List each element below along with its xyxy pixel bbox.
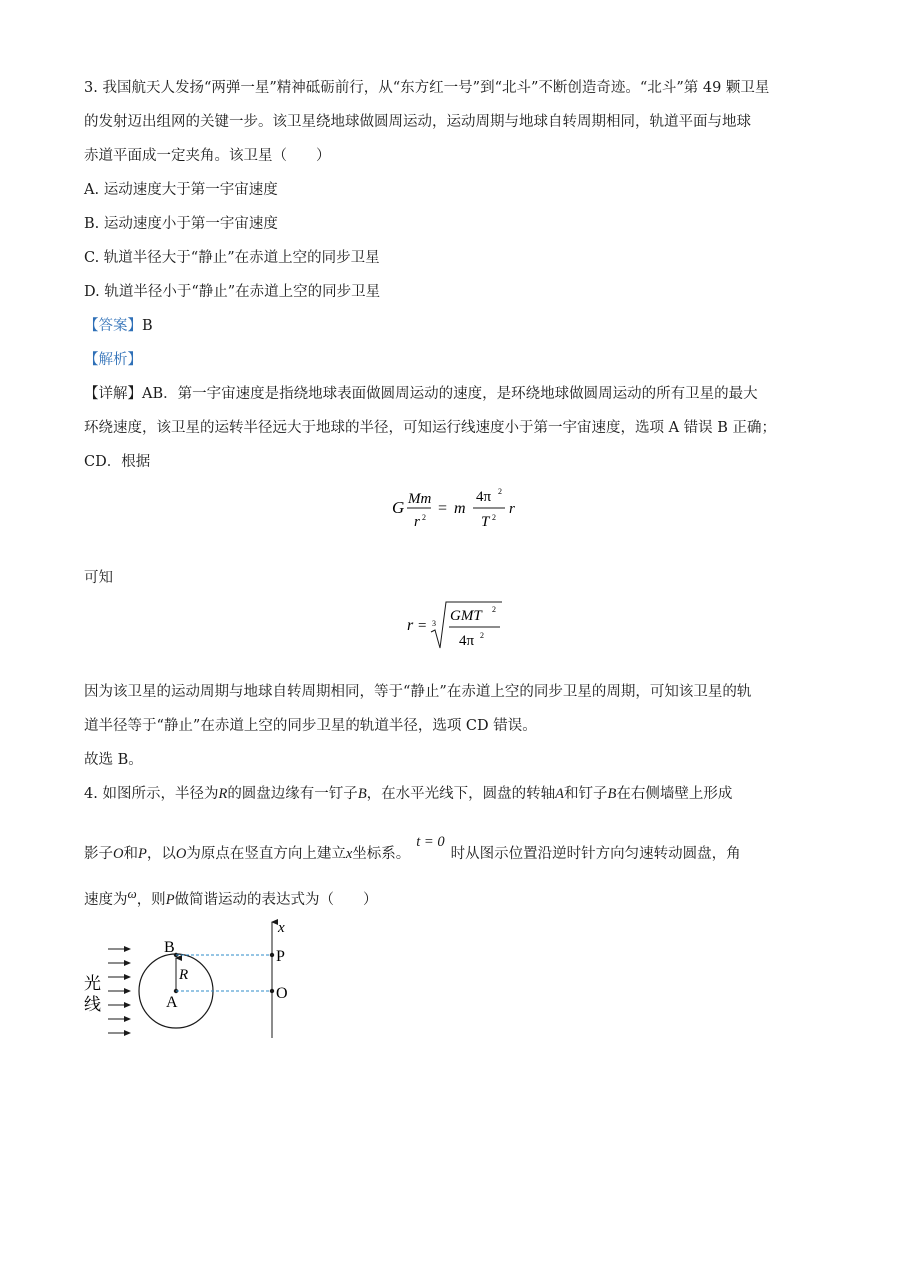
q3-detail-line-3: CD．根据 bbox=[84, 454, 151, 470]
formula2-equals: = bbox=[418, 618, 427, 634]
q3-option-b: B. 运动速度小于第一宇宙速度 bbox=[84, 216, 278, 232]
formula2-4pi: 4π bbox=[459, 633, 475, 649]
formula1-m: m bbox=[454, 500, 466, 517]
q3-stem-line-1: 3. 我国航天人发扬“两弹一星”精神砥砺前行，从“东方红一号”到“北斗”不断创造奇迹。“北斗”第 49 颗卫星 bbox=[84, 80, 770, 96]
q3-option-d: D. 轨道半径小于“静止”在赤道上空的同步卫星 bbox=[84, 284, 381, 300]
formula2-root-index: 3 bbox=[432, 619, 436, 628]
formula1-r-tail: r bbox=[509, 501, 515, 517]
label-b: B bbox=[164, 939, 175, 956]
q3-conclusion-line-2: 道半径等于“静止”在赤道上空的同步卫星的轨道半径，选项 CD 错误。 bbox=[84, 718, 537, 734]
light-label-1: 光 bbox=[84, 974, 101, 993]
formula1-T-exp: 2 bbox=[492, 513, 496, 522]
label-p: P bbox=[276, 948, 285, 965]
formula2-r: r bbox=[407, 617, 414, 634]
formula1-equals: = bbox=[438, 500, 448, 517]
detail-tag: 【详解】 bbox=[84, 386, 142, 402]
t-equals-zero: t = 0 bbox=[416, 834, 445, 850]
q3-analysis-tag: 【解析】 bbox=[84, 352, 142, 368]
gravity-formula bbox=[388, 483, 528, 535]
q3-stem-line-2: 的发射迈出组网的关键一步。该卫星绕地球做圆周运动，运动周期与地球自转周期相同，轨道平面与地球 bbox=[84, 114, 751, 130]
disk-shadow-figure bbox=[80, 918, 300, 1044]
q4-stem-line-2: 影子O和P，以O为原点在竖直方向上建立x坐标系。t = 0时从图示位置沿逆时针方向匀速转动圆盘，角 bbox=[84, 834, 741, 862]
radius-formula bbox=[404, 596, 514, 656]
q3-option-a: A. 运动速度大于第一宇宙速度 bbox=[84, 182, 278, 198]
label-o: O bbox=[276, 985, 288, 1002]
shadow-point-o bbox=[270, 989, 274, 993]
shadow-point-p bbox=[270, 953, 274, 957]
light-label-2: 线 bbox=[84, 995, 101, 1014]
formula2-T-exp: 2 bbox=[492, 605, 496, 614]
q3-conclusion-line-1: 因为该卫星的运动周期与地球自转周期相同，等于“静止”在赤道上空的同步卫星的周期，可知该卫星的轨 bbox=[84, 684, 752, 700]
formula1-r-exp: 2 bbox=[422, 513, 426, 522]
label-x: x bbox=[278, 920, 285, 936]
formula2-pi-exp: 2 bbox=[480, 631, 484, 640]
q3-detail-line-2: 环绕速度，该卫星的运转半径远大于地球的半径，可知运行线速度小于第一宇宙速度，选项 A 错误 B 正确； bbox=[84, 420, 777, 436]
answer-value: B bbox=[142, 318, 153, 334]
q3-detail-line-1: 【详解】AB．第一宇宙速度是指绕地球表面做圆周运动的速度，是环绕地球做圆周运动的所有卫星的最大 bbox=[84, 386, 758, 402]
formula1-Mm: Mm bbox=[408, 491, 432, 507]
formula1-r: r bbox=[414, 514, 420, 530]
label-r: R bbox=[179, 967, 189, 983]
q4-stem-line-3: 速度为ω，则P做简谐运动的表达式为（ ） bbox=[84, 886, 378, 908]
omega-symbol: ω bbox=[127, 886, 137, 901]
label-a: A bbox=[166, 994, 178, 1011]
formula1-G: G bbox=[392, 498, 405, 517]
light-ray-arrows bbox=[108, 949, 130, 1033]
formula1-4pi: 4π bbox=[476, 489, 492, 505]
formula1-pi-exp: 2 bbox=[498, 487, 502, 496]
formula1-T: T bbox=[481, 514, 490, 530]
q3-final: 故选 B。 bbox=[84, 752, 143, 768]
keyi-text: 可知 bbox=[84, 570, 113, 586]
q4-stem-line-1: 4. 如图所示，半径为R的圆盘边缘有一钉子B，在水平光线下，圆盘的转轴A和钉子B在右侧墙壁上形成 bbox=[84, 786, 733, 802]
answer-tag: 【答案】 bbox=[84, 318, 142, 334]
q3-stem-line-3: 赤道平面成一定夹角。该卫星（ ） bbox=[84, 148, 331, 164]
formula2-GMT: GMT bbox=[450, 608, 482, 624]
q3-option-c: C. 轨道半径大于“静止”在赤道上空的同步卫星 bbox=[84, 250, 380, 266]
q3-answer bbox=[84, 316, 153, 336]
